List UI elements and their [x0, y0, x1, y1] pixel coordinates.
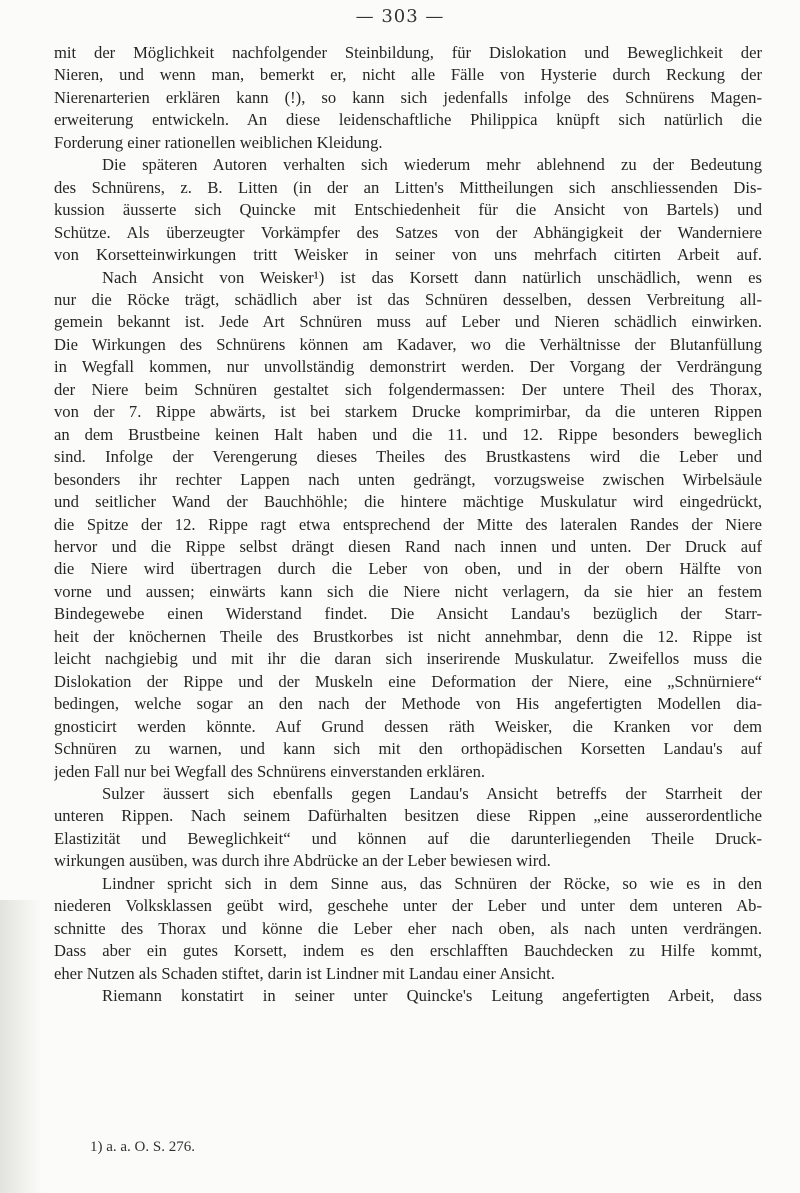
text-line: vorne und aussen; einwärts kann sich die Niere nicht verlagern, da sie hier an festem [54, 581, 762, 601]
footnote: 1) a. a. O. S. 276. [90, 1139, 195, 1155]
text-line: Riemann konstatirt in seiner unter Quincke's Leitung angefertigten Arbeit, dass [102, 986, 762, 1006]
text-line: Die späteren Autoren verhalten sich wiederum mehr ablehnend zu der Bedeutung [102, 155, 762, 175]
text-line: in Wegfall kommen, nur unvollständig demonstrirt werden. Der Vorgang der Verdrängung [54, 357, 762, 377]
text-line: gemein bekannt ist. Jede Art Schnüren muss auf Leber und Nieren schädlich einwirken. [54, 312, 762, 332]
text-line: mit der Möglichkeit nachfolgender Steinbildung, für Dislokation und Beweglichkeit der [54, 43, 762, 62]
text-line: Elastizität und Beweglichkeit“ und können auf die darunterliegenden Theile Druck- [54, 828, 762, 848]
text-line: die Niere wird übertragen durch die Leber von oben, und in der obern Hälfte von [54, 559, 762, 579]
text-line: Schütze. Als überzeugter Vorkämpfer des Satzes von der Abhängigkeit der Wanderniere [54, 222, 762, 242]
text-line: gnosticirt werden könnte. Auf Grund dessen räth Weisker, die Kranken vor dem [54, 716, 762, 736]
text-line: leicht nachgiebig und mit ihr die daran sich inserirende Muskulatur. Zweifellos muss die [54, 649, 762, 669]
text-line: an dem Brustbeine keinen Halt haben und die 11. und 12. Rippe besonders beweglich [54, 424, 762, 444]
text-line: sind. Infolge der Verengerung dieses Theiles des Brustkastens wird die Leber und [54, 447, 762, 467]
text-line: Sulzer äussert sich ebenfalls gegen Landau's Ansicht betreffs der Starrheit der [102, 783, 762, 803]
text-line: Dislokation der Rippe und der Muskeln eine Deformation der Niere, eine „Schnürniere“ [54, 671, 762, 691]
text-line: erweiterung entwickeln. An diese leidenschaftliche Philippica knüpft sich natürlich die [54, 110, 762, 130]
text-line: nur die Röcke trägt, schädlich aber ist das Schnüren desselben, dessen Verbreitung all- [54, 289, 762, 309]
text-line: besonders ihr rechter Lappen nach unten gedrängt, vorzugsweise zwischen Wirbelsäule [54, 469, 762, 489]
text-line: Nach Ansicht von Weisker¹) ist das Korsett dann natürlich unschädlich, wenn es [102, 267, 762, 287]
text-line: unteren Rippen. Nach seinem Dafürhalten besitzen diese Rippen „eine ausserordentliche [54, 806, 762, 826]
text-line: Nierenarterien erklären kann (!), so kann sich jedenfalls infolge des Schnürens Magen- [54, 87, 762, 107]
text-line: Nieren, und wenn man, bemerkt er, nicht alle Fälle von Hysterie durch Reckung der [54, 65, 762, 85]
page-number: — 303 — [355, 6, 445, 27]
text-line: und seitlicher Wand der Bauchhöhle; die hintere mächtige Muskulatur wird eingedrückt, [54, 492, 762, 512]
text-line: jeden Fall nur bei Wegfall des Schnürens einverstanden erklären. [54, 761, 486, 781]
text-line: Forderung einer rationellen weiblichen Kleidung. [54, 132, 383, 152]
text-line: des Schnürens, z. B. Litten (in der an Litten's Mittheilungen sich anschliessenden Dis- [54, 177, 762, 197]
binding-shadow [0, 900, 42, 1193]
body-text [54, 42, 762, 1007]
text-line: niederen Volksklassen geübt wird, geschehe unter der Leber und unter dem unteren Ab- [54, 896, 762, 916]
text-line: Bindegewebe einen Widerstand findet. Die Ansicht Landau's bezüglich der Starr- [54, 604, 762, 624]
text-line: hervor und die Rippe selbst drängt diesen Rand nach innen und unten. Der Druck auf [54, 536, 762, 556]
text-line: bedingen, welche sogar an den nach der Methode von His angefertigten Modellen dia- [54, 694, 762, 714]
text-line: von der 7. Rippe abwärts, ist bei starkem Drucke komprimirbar, da die unteren Rippen [54, 402, 762, 422]
text-line: Die Wirkungen des Schnürens können am Kadaver, wo die Verhältnisse der Blutanfüllung [54, 334, 762, 354]
text-line: Dass aber ein gutes Korsett, indem es den erschlafften Bauchdecken zu Hilfe kommt, [54, 941, 762, 961]
text-line: die Spitze der 12. Rippe ragt etwa entsprechend der Mitte des lateralen Randes der Niere [54, 514, 762, 534]
text-line: kussion äusserte sich Quincke mit Entschiedenheit für die Ansicht von Bartels) und [54, 200, 762, 220]
text-line: der Niere beim Schnüren gestaltet sich folgendermassen: Der untere Theil des Thorax, [54, 379, 762, 399]
text-line: wirkungen ausüben, was durch ihre Abdrücke an der Leber bewiesen wird. [54, 851, 551, 871]
text-line: eher Nutzen als Schaden stiftet, darin ist Lindner mit Landau einer Ansicht. [54, 963, 555, 983]
text-line: schnitte des Thorax und könne die Leber eher nach oben, als nach unten verdrängen. [54, 918, 762, 938]
text-line: von Korsetteinwirkungen tritt Weisker in seiner von uns mehrfach citirten Arbeit auf. [54, 245, 762, 265]
text-line: heit der knöchernen Theile des Brustkorbes ist nicht annehmbar, denn die 12. Rippe ist [54, 626, 762, 646]
text-line: Lindner spricht sich in dem Sinne aus, das Schnüren der Röcke, so wie es in den [102, 873, 762, 893]
text-line: Schnüren zu warnen, und kann sich mit den orthopädischen Korsetten Landau's auf [54, 739, 762, 759]
